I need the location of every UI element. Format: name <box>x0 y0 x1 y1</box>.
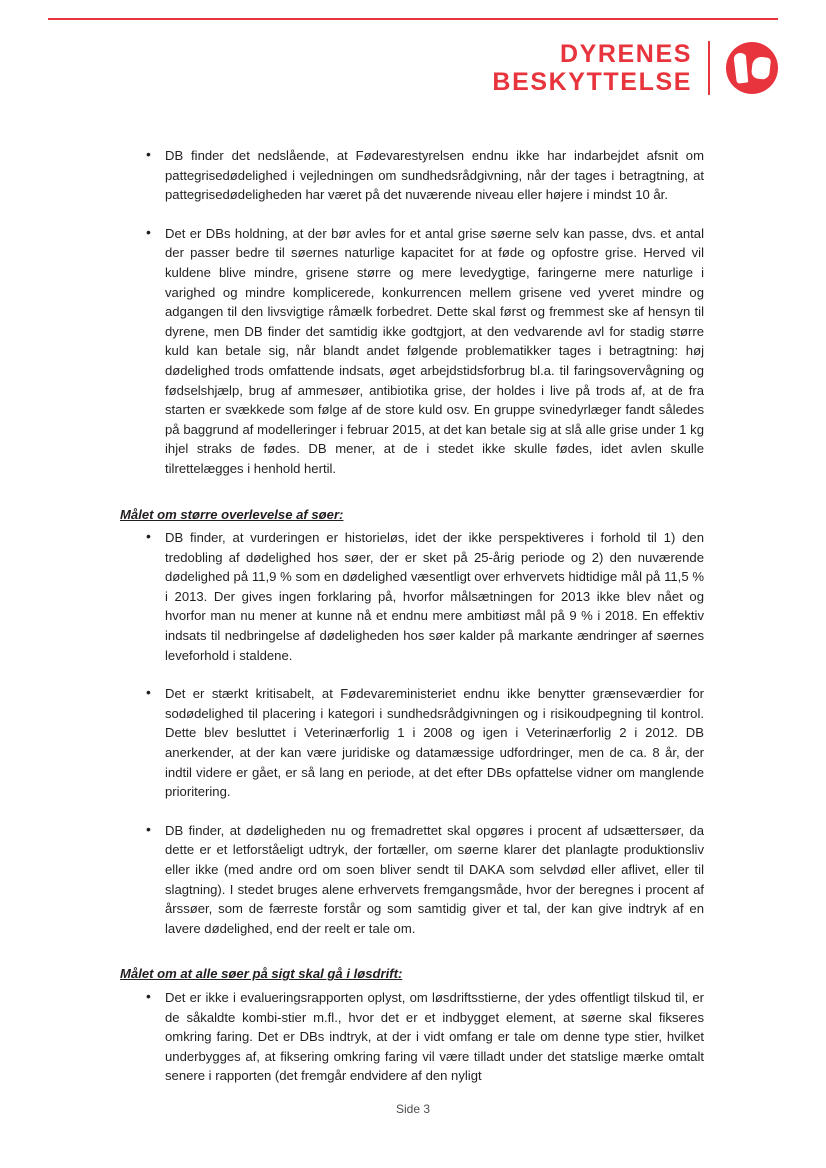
brand-divider <box>708 41 710 95</box>
bullet-list <box>120 988 704 1086</box>
list-item: • Det er DBs holdning, at der bør avles for et antal grise søerne selv kan passe, dvs. et antal der passer bedre til søernes naturlige kapacitet for at føde og opfostre grise. Herved vil kuldene blive mindre, grisene større og mere levedygtige, faringerne mere naturlige i varighed og mindre komplicerede, konkurrencen mellem grisene ved yveret mindre og adgangen til den livsvigtige råmælk forbedret. Dette skal først og fremmest ske af hensyn til dyrene, men DB finder det samtidig ikke godtgjort, at den vedvarende avl for stadig større kuld kan betale sig, når blandt andet følgende problematikker tages i betragtning: høj dødelighed trods omfattende indsats, øget arbejdstidsforbrug bl.a. til faringsovervågning og fødselshjælp, brug af ammesøer, antibiotika grise, der holdes i live på trods af, at de fra starten er svækkede som følge af de store kuld osv. En gruppe svinedyrlæger fandt således på baggrund af modelleringer i februar 2015, at det kan betale sig at slå alle grise under 1 kg ihjel straks de fødes. DB mener, at de i stedet ikke skulle fødes, idet avlen skulle tilrettelægges i henhold hertil. <box>120 224 704 479</box>
list-item: • Det er stærkt kritisabelt, at Fødevareministeriet endnu ikke benytter grænseværdier for sodødelighed til placering i kategori i sundhedsrådgivningen og i risikoudpegning til kontrol. Dette blev besluttet i Veterinærforlig 1 i 2008 og igen i Veterinærforlig 2 i 2012. DB anerkender, at der kan være juridiske og datamæssige udfordringer, men de ca. 8 år, der indtil videre er gået, er så lang en periode, at det efter DBs opfattelse vidner om manglende prioritering. <box>120 684 704 802</box>
content-block <box>120 988 704 1086</box>
section-heading: Målet om større overlevelse af søer: <box>120 506 344 522</box>
bullet-list <box>120 528 704 938</box>
section-heading: Målet om at alle søer på sigt skal gå i løsdrift: <box>120 966 403 982</box>
list-item: • DB finder, at dødeligheden nu og fremadrettet skal opgøres i procent af udsættersøer, da dette er et letforståeligt udtryk, der fortæller, om søerne klarer det planlagte produktionsliv eller ikke (med andre ord om soen bliver sendt til DAKA som selvdød eller aflivet, eller til slagtning). I stedet bruges alene erhvervets fremgangsmåde, hvor der beregnes i procent af årssøer, som de færreste forstår og som samtidig giver et tal, der kan give indtryk af en lavere dødelighed, end der reelt er tale om. <box>120 821 704 939</box>
document-header <box>492 40 778 96</box>
document-body <box>120 146 704 1086</box>
content-block <box>120 146 704 479</box>
list-item: • DB finder, at vurderingen er historieløs, idet der ikke perspektiveres i forhold til 1) den tredobling af dødelighed hos søer, der er sket på 25-årig periode og 2) den nuværende dødelighed på 11,9 % som en dødelighed væsentligt over erhvervets hidtidige mål på 11,5 % i 2013. Der gives ingen forklaring på, hvorfor målsætningen for 2013 ikke blev nået og hvorfor man nu mener at kunne nå et endnu mere ambitiøst mål på 9 % i 2018. En effektiv indsats til nedbringelse af dødeligheden hos søer kalder på markante ændringer af søernes leveforhold i staldene. <box>120 528 704 665</box>
content-block <box>120 528 704 938</box>
dyrenes-beskyttelse-logo-icon <box>726 42 778 94</box>
page-footer <box>0 1102 826 1116</box>
brand-line-1: DYRENES <box>559 40 692 68</box>
brand-line-2: BESKYTTELSE <box>492 68 692 96</box>
header-rule <box>48 18 778 20</box>
list-item: • Det er ikke i evalueringsrapporten oplyst, om løsdriftsstierne, der ydes offentligt tilskud til, er de såkaldte kombi-stier m.fl., hvor det er et indbygget element, at søerne skal fikseres omkring faring. Det er DBs indtryk, at der i vidt omfang er tale om denne type stier, hvilket underbygges af, at fiksering omkring faring vil være tilladt under det statslige mærke omtalt senere i rapporten (det fremgår endvidere af den nyligt <box>120 988 704 1086</box>
list-item: • DB finder det nedslående, at Fødevarestyrelsen endnu ikke har indarbejdet afsnit om pattegrisedødelighed i vejledningen om sundhedsrådgivning, når der tages i betragtning, at pattegrisedødeligheden har været på det nuværende niveau eller højere i mindst 10 år. <box>120 146 704 205</box>
brand-wordmark <box>492 40 692 96</box>
logo-detail <box>746 51 753 85</box>
bullet-list <box>120 146 704 479</box>
page-number-label: Side 3 <box>395 1102 431 1116</box>
